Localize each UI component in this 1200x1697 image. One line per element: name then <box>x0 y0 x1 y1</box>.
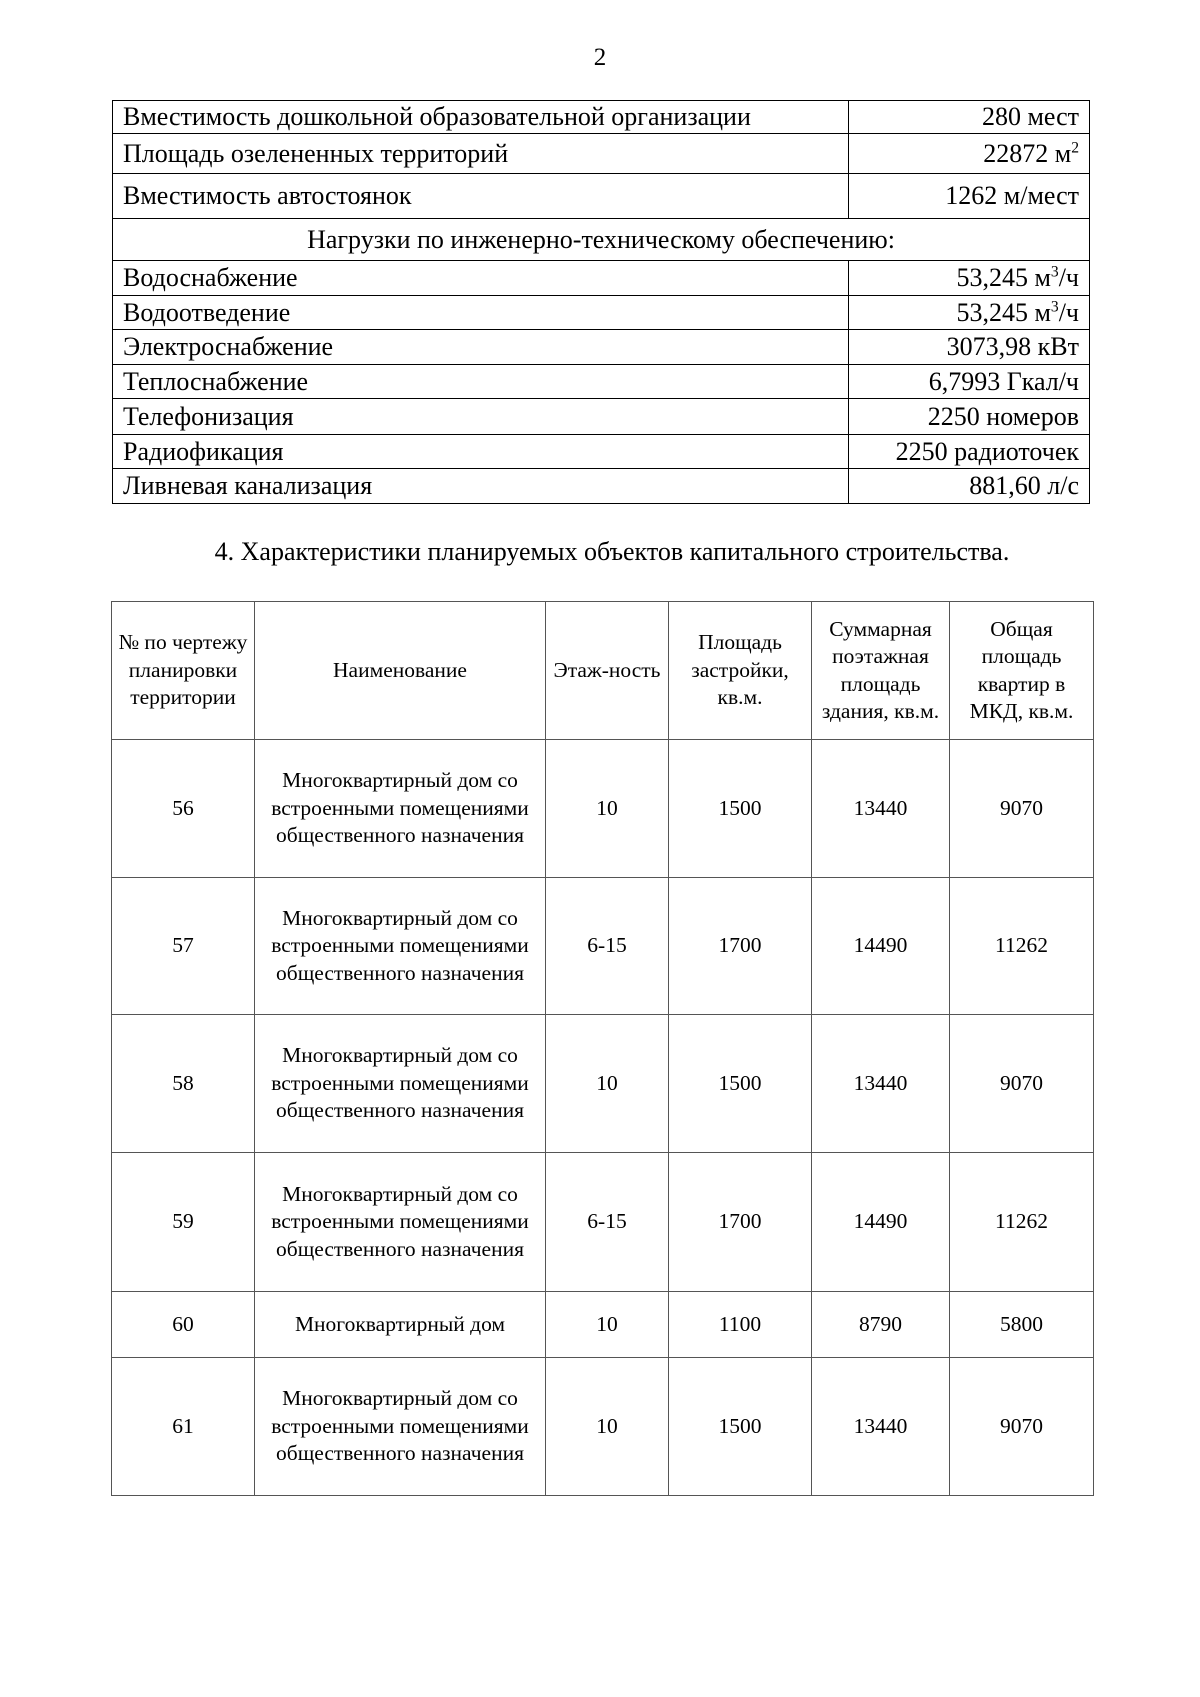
cell-total-area: 13440 <box>812 740 950 878</box>
row-value: 3073,98 кВт <box>849 330 1090 365</box>
header-footprint: Площадь застройки, кв.м. <box>669 602 812 740</box>
table-row <box>112 878 1094 1015</box>
cell-total-area: 14490 <box>812 1153 950 1292</box>
section-header: Нагрузки по инженерно-техническому обеспечению: <box>113 219 1090 261</box>
table-row <box>113 469 1090 504</box>
cell-floors: 6-15 <box>546 1153 669 1292</box>
cell-number: 56 <box>112 740 255 878</box>
row-label: Водоотведение <box>113 296 849 330</box>
table-row <box>112 1358 1094 1496</box>
value-sup: 3 <box>1050 297 1059 315</box>
cell-footprint: 1500 <box>669 740 812 878</box>
cell-number: 58 <box>112 1015 255 1153</box>
section-heading: 4. Характеристики планируемых объектов капитального строительства. <box>214 537 1010 566</box>
cell-apartments-area: 9070 <box>950 1015 1094 1153</box>
cell-apartments-area: 5800 <box>950 1292 1094 1358</box>
cell-total-area: 14490 <box>812 878 950 1015</box>
value-text: 53,245 м <box>956 297 1051 327</box>
row-label: Теплоснабжение <box>113 365 849 399</box>
cell-apartments-area: 9070 <box>950 740 1094 878</box>
cell-apartments-area: 9070 <box>950 1358 1094 1496</box>
value-sup: 3 <box>1050 263 1059 281</box>
cell-total-area: 13440 <box>812 1358 950 1496</box>
cell-name: Многоквартирный дом со встроенными помещениями общественного назначения <box>255 1358 546 1496</box>
cell-floors: 6-15 <box>546 878 669 1015</box>
cell-name: Многоквартирный дом со встроенными помещениями общественного назначения <box>255 1153 546 1292</box>
cell-footprint: 1700 <box>669 878 812 1015</box>
table-row <box>113 365 1090 399</box>
cell-floors: 10 <box>546 1015 669 1153</box>
table-row <box>113 261 1090 296</box>
row-value <box>849 261 1090 296</box>
table-row <box>113 101 1090 134</box>
cell-footprint: 1500 <box>669 1358 812 1496</box>
table-row <box>113 134 1090 174</box>
row-label: Ливневая канализация <box>113 469 849 504</box>
page-number: 2 <box>593 44 607 71</box>
value-unit: /ч <box>1058 263 1079 292</box>
table-row <box>112 1153 1094 1292</box>
row-value: 1262 м/мест <box>849 174 1090 219</box>
value-text: 53,245 м <box>956 263 1051 292</box>
cell-apartments-area: 11262 <box>950 1153 1094 1292</box>
cell-footprint: 1100 <box>669 1292 812 1358</box>
value-unit: /ч <box>1058 297 1079 327</box>
row-label: Вместимость автостоянок <box>113 174 849 219</box>
row-label: Площадь озелененных территорий <box>113 134 849 174</box>
header-name: Наименование <box>255 602 546 740</box>
row-label: Электроснабжение <box>113 330 849 365</box>
table-row <box>113 435 1090 469</box>
cell-name: Многоквартирный дом со встроенными помещениями общественного назначения <box>255 878 546 1015</box>
cell-name: Многоквартирный дом со встроенными помещениями общественного назначения <box>255 1015 546 1153</box>
row-value: 6,7993 Гкал/ч <box>849 365 1090 399</box>
table-row <box>113 330 1090 365</box>
value-sup: 2 <box>1071 138 1079 156</box>
header-total-floor-area: Суммарная поэтажная площадь здания, кв.м. <box>812 602 950 740</box>
cell-total-area: 8790 <box>812 1292 950 1358</box>
cell-floors: 10 <box>546 740 669 878</box>
header-apartments-area: Общая площадь квартир в МКД, кв.м. <box>950 602 1094 740</box>
table-row <box>112 740 1094 878</box>
cell-floors: 10 <box>546 1292 669 1358</box>
cell-apartments-area: 11262 <box>950 878 1094 1015</box>
table-row <box>112 1015 1094 1153</box>
cell-footprint: 1700 <box>669 1153 812 1292</box>
cell-footprint: 1500 <box>669 1015 812 1153</box>
value-text: 22872 м <box>983 138 1072 168</box>
row-value <box>849 134 1090 174</box>
header-floors: Этаж-ность <box>546 602 669 740</box>
row-value: 2250 номеров <box>849 399 1090 435</box>
cell-total-area: 13440 <box>812 1015 950 1153</box>
row-label: Водоснабжение <box>113 261 849 296</box>
objects-table <box>111 601 1094 1496</box>
row-value: 2250 радиоточек <box>849 435 1090 469</box>
cell-number: 61 <box>112 1358 255 1496</box>
table-row <box>112 1292 1094 1358</box>
row-label: Радиофикация <box>113 435 849 469</box>
row-label: Телефонизация <box>113 399 849 435</box>
header-row <box>112 602 1094 740</box>
row-label: Вместимость дошкольной образовательной организации <box>113 101 849 134</box>
table-row <box>113 174 1090 219</box>
cell-name: Многоквартирный дом <box>255 1292 546 1358</box>
row-value: 280 мест <box>849 101 1090 134</box>
row-value: 881,60 л/с <box>849 469 1090 504</box>
table-row <box>113 399 1090 435</box>
cell-number: 57 <box>112 878 255 1015</box>
cell-floors: 10 <box>546 1358 669 1496</box>
section-header-row <box>113 219 1090 261</box>
cell-number: 59 <box>112 1153 255 1292</box>
table-row <box>113 296 1090 330</box>
summary-table <box>112 100 1090 504</box>
cell-name: Многоквартирный дом со встроенными помещениями общественного назначения <box>255 740 546 878</box>
header-number: № по чертежу планировки территории <box>112 602 255 740</box>
cell-number: 60 <box>112 1292 255 1358</box>
row-value <box>849 296 1090 330</box>
